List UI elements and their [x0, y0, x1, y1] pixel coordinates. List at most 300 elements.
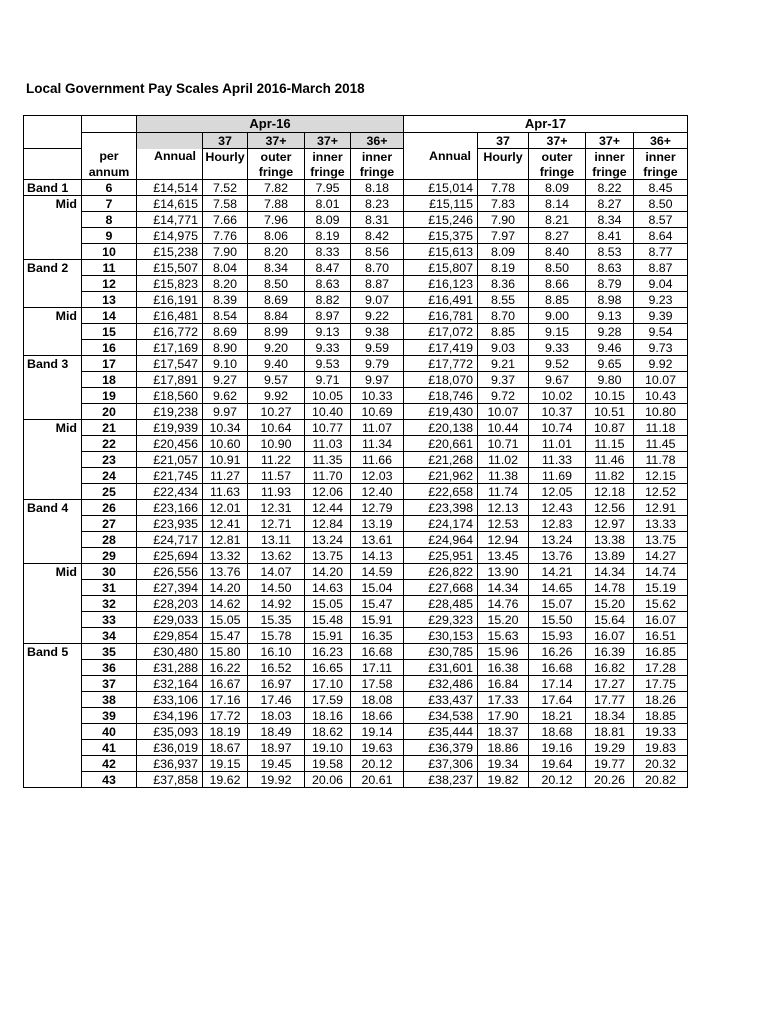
cell-apr17-outer: 12.43 [529, 500, 586, 516]
cell-apr17-outer: 19.64 [529, 756, 586, 772]
cell-apr17-outer: 15.50 [529, 612, 586, 628]
cell-apr17-hourly: 9.72 [478, 388, 529, 404]
cell-apr17-hourly: 8.70 [478, 308, 529, 324]
table-row [24, 212, 688, 228]
cell-apr16-outer: 16.10 [248, 644, 305, 660]
header-apr17-37: 37 [478, 133, 529, 149]
cell-apr16-inner37: 20.06 [305, 772, 351, 788]
cell-apr16-hourly: 15.80 [203, 644, 248, 660]
table-row [24, 308, 688, 324]
header-apr16: Apr-16 [137, 116, 404, 133]
cell-band [24, 532, 82, 548]
cell-apr16-annual: £36,019 [137, 740, 203, 756]
cell-band [24, 660, 82, 676]
cell-apr17-outer: 8.40 [529, 244, 586, 260]
cell-apr16-hourly: 9.10 [203, 356, 248, 372]
header-apr17-outer-top: 37+ [529, 133, 586, 149]
cell-apr17-annual: £15,115 [404, 196, 478, 212]
cell-apr16-outer: 14.92 [248, 596, 305, 612]
cell-apr17-inner37: 11.15 [586, 436, 634, 452]
cell-apr16-inner36: 9.79 [351, 356, 404, 372]
cell-apr16-inner36: 11.07 [351, 420, 404, 436]
cell-apr16-outer: 8.06 [248, 228, 305, 244]
cell-apr17-inner37: 10.87 [586, 420, 634, 436]
cell-apr16-outer: 13.11 [248, 532, 305, 548]
cell-band [24, 740, 82, 756]
cell-apr17-annual: £38,237 [404, 772, 478, 788]
cell-point: 30 [82, 564, 137, 580]
cell-apr16-hourly: 14.62 [203, 596, 248, 612]
cell-apr16-hourly: 18.67 [203, 740, 248, 756]
cell-apr17-outer: 10.37 [529, 404, 586, 420]
cell-apr16-inner36: 8.87 [351, 276, 404, 292]
cell-band [24, 676, 82, 692]
cell-point: 27 [82, 516, 137, 532]
cell-apr16-inner37: 19.58 [305, 756, 351, 772]
cell-apr16-hourly: 10.60 [203, 436, 248, 452]
header-apr17-inner37-mid: inner [586, 149, 634, 165]
cell-apr16-annual: £22,434 [137, 484, 203, 500]
cell-band: Band 2 [24, 260, 82, 276]
cell-apr17-inner37: 9.80 [586, 372, 634, 388]
table-row [24, 740, 688, 756]
cell-apr16-inner36: 16.68 [351, 644, 404, 660]
cell-apr17-outer: 20.12 [529, 772, 586, 788]
cell-point: 39 [82, 708, 137, 724]
header-apr17-inner37-bottom: fringe [586, 164, 634, 180]
cell-point: 29 [82, 548, 137, 564]
table-row [24, 548, 688, 564]
cell-apr16-hourly: 10.34 [203, 420, 248, 436]
cell-apr16-outer: 8.84 [248, 308, 305, 324]
cell-band: Band 5 [24, 644, 82, 660]
cell-apr17-inner36: 16.07 [634, 612, 688, 628]
cell-apr16-inner37: 16.23 [305, 644, 351, 660]
header-apr16-inner36-top: 36+ [351, 133, 404, 149]
cell-apr17-inner36: 17.75 [634, 676, 688, 692]
cell-apr16-hourly: 7.58 [203, 196, 248, 212]
cell-apr16-inner36: 11.66 [351, 452, 404, 468]
cell-apr17-outer: 17.64 [529, 692, 586, 708]
cell-apr17-annual: £15,246 [404, 212, 478, 228]
cell-apr16-annual: £14,975 [137, 228, 203, 244]
table-row [24, 420, 688, 436]
cell-apr17-outer: 9.00 [529, 308, 586, 324]
cell-apr17-annual: £24,964 [404, 532, 478, 548]
cell-apr16-outer: 8.99 [248, 324, 305, 340]
table-row [24, 356, 688, 372]
cell-apr16-annual: £19,939 [137, 420, 203, 436]
cell-apr17-hourly: 14.76 [478, 596, 529, 612]
cell-apr17-annual: £17,772 [404, 356, 478, 372]
cell-apr17-annual: £34,538 [404, 708, 478, 724]
cell-apr16-inner36: 10.33 [351, 388, 404, 404]
cell-apr17-inner36: 11.18 [634, 420, 688, 436]
cell-apr16-outer: 19.45 [248, 756, 305, 772]
cell-band [24, 388, 82, 404]
cell-apr17-outer: 14.21 [529, 564, 586, 580]
cell-apr16-inner36: 8.70 [351, 260, 404, 276]
cell-apr17-inner37: 10.15 [586, 388, 634, 404]
header-blank-band [24, 116, 82, 133]
cell-apr17-outer: 15.07 [529, 596, 586, 612]
cell-apr16-outer: 7.88 [248, 196, 305, 212]
cell-apr17-annual: £21,268 [404, 452, 478, 468]
table-row [24, 260, 688, 276]
header-apr16-outer-mid: outer [248, 149, 305, 165]
cell-apr17-inner36: 8.77 [634, 244, 688, 260]
header-apr16-outer-bottom: fringe [248, 164, 305, 180]
cell-point: 35 [82, 644, 137, 660]
cell-apr17-hourly: 13.45 [478, 548, 529, 564]
cell-apr16-inner37: 8.33 [305, 244, 351, 260]
cell-apr16-hourly: 13.76 [203, 564, 248, 580]
cell-apr16-annual: £26,556 [137, 564, 203, 580]
cell-apr17-annual: £16,781 [404, 308, 478, 324]
header-apr17-inner36-top: 36+ [634, 133, 688, 149]
cell-apr16-inner37: 8.82 [305, 292, 351, 308]
cell-apr17-hourly: 8.09 [478, 244, 529, 260]
cell-apr17-hourly: 7.83 [478, 196, 529, 212]
cell-point: 7 [82, 196, 137, 212]
cell-apr17-inner36: 8.64 [634, 228, 688, 244]
cell-apr16-hourly: 9.62 [203, 388, 248, 404]
cell-apr16-annual: £24,717 [137, 532, 203, 548]
cell-apr17-inner37: 8.79 [586, 276, 634, 292]
cell-point: 37 [82, 676, 137, 692]
cell-apr17-annual: £17,419 [404, 340, 478, 356]
table-row [24, 436, 688, 452]
cell-band: Mid [24, 308, 82, 324]
cell-apr17-annual: £28,485 [404, 596, 478, 612]
cell-band [24, 772, 82, 788]
cell-apr17-inner36: 8.45 [634, 180, 688, 196]
cell-apr17-outer: 11.33 [529, 452, 586, 468]
cell-point: 16 [82, 340, 137, 356]
cell-point: 17 [82, 356, 137, 372]
cell-point: 21 [82, 420, 137, 436]
cell-apr17-inner36: 12.52 [634, 484, 688, 500]
cell-apr16-hourly: 16.67 [203, 676, 248, 692]
table-row [24, 340, 688, 356]
cell-apr16-outer: 15.78 [248, 628, 305, 644]
cell-apr17-inner36: 19.83 [634, 740, 688, 756]
header-blank-point-2 [82, 133, 137, 149]
cell-apr16-hourly: 7.66 [203, 212, 248, 228]
cell-apr17-annual: £29,323 [404, 612, 478, 628]
cell-apr17-hourly: 11.02 [478, 452, 529, 468]
cell-point: 18 [82, 372, 137, 388]
cell-apr16-hourly: 19.62 [203, 772, 248, 788]
cell-apr17-annual: £19,430 [404, 404, 478, 420]
cell-apr17-inner36: 14.27 [634, 548, 688, 564]
table-row [24, 228, 688, 244]
cell-apr16-hourly: 11.27 [203, 468, 248, 484]
cell-apr16-outer: 11.57 [248, 468, 305, 484]
cell-apr17-hourly: 9.37 [478, 372, 529, 388]
header-blank-band-3 [24, 149, 82, 165]
cell-band: Mid [24, 196, 82, 212]
cell-apr17-annual: £20,138 [404, 420, 478, 436]
cell-apr16-outer: 12.31 [248, 500, 305, 516]
cell-apr16-annual: £29,033 [137, 612, 203, 628]
cell-apr16-inner37: 13.24 [305, 532, 351, 548]
cell-apr17-inner36: 9.73 [634, 340, 688, 356]
table-row [24, 244, 688, 260]
cell-apr17-inner37: 9.28 [586, 324, 634, 340]
cell-band [24, 404, 82, 420]
cell-apr16-annual: £19,238 [137, 404, 203, 420]
cell-apr16-hourly: 15.05 [203, 612, 248, 628]
cell-apr16-inner36: 12.03 [351, 468, 404, 484]
cell-apr17-annual: £15,613 [404, 244, 478, 260]
cell-apr17-inner37: 9.46 [586, 340, 634, 356]
cell-apr17-hourly: 18.86 [478, 740, 529, 756]
cell-apr16-annual: £14,514 [137, 180, 203, 196]
cell-apr16-inner37: 12.44 [305, 500, 351, 516]
cell-apr17-outer: 8.21 [529, 212, 586, 228]
cell-apr16-hourly: 8.90 [203, 340, 248, 356]
cell-apr16-inner37: 9.33 [305, 340, 351, 356]
cell-apr16-annual: £36,937 [137, 756, 203, 772]
table-row [24, 580, 688, 596]
header-apr17-inner37-top: 37+ [586, 133, 634, 149]
cell-apr17-inner36: 8.87 [634, 260, 688, 276]
cell-apr17-hourly: 9.03 [478, 340, 529, 356]
cell-apr17-annual: £16,491 [404, 292, 478, 308]
cell-apr16-inner37: 12.84 [305, 516, 351, 532]
cell-apr17-inner36: 8.50 [634, 196, 688, 212]
header-row-top [24, 133, 688, 149]
cell-apr16-outer: 18.97 [248, 740, 305, 756]
cell-point: 13 [82, 292, 137, 308]
cell-apr16-inner36: 17.58 [351, 676, 404, 692]
cell-apr17-hourly: 7.97 [478, 228, 529, 244]
cell-apr16-inner36: 9.59 [351, 340, 404, 356]
cell-apr17-inner37: 14.34 [586, 564, 634, 580]
cell-apr16-outer: 8.34 [248, 260, 305, 276]
header-apr16-annual-bottom [137, 164, 203, 180]
cell-apr16-inner36: 9.38 [351, 324, 404, 340]
cell-apr17-annual: £23,398 [404, 500, 478, 516]
cell-apr16-inner37: 14.63 [305, 580, 351, 596]
cell-apr16-hourly: 12.01 [203, 500, 248, 516]
cell-apr16-inner36: 13.61 [351, 532, 404, 548]
cell-apr16-hourly: 7.90 [203, 244, 248, 260]
cell-apr16-annual: £15,823 [137, 276, 203, 292]
cell-apr17-hourly: 15.63 [478, 628, 529, 644]
cell-apr17-inner36: 9.54 [634, 324, 688, 340]
cell-point: 41 [82, 740, 137, 756]
cell-apr16-annual: £27,394 [137, 580, 203, 596]
cell-apr17-inner37: 8.53 [586, 244, 634, 260]
cell-apr17-inner36: 9.39 [634, 308, 688, 324]
cell-apr16-inner36: 12.40 [351, 484, 404, 500]
cell-apr17-outer: 15.93 [529, 628, 586, 644]
header-apr17-annual: Annual [404, 149, 478, 165]
cell-apr16-inner36: 8.23 [351, 196, 404, 212]
cell-apr17-inner37: 17.27 [586, 676, 634, 692]
cell-apr17-hourly: 17.90 [478, 708, 529, 724]
table-row [24, 372, 688, 388]
cell-apr16-inner37: 10.40 [305, 404, 351, 420]
header-row-year [24, 116, 688, 133]
cell-apr16-annual: £28,203 [137, 596, 203, 612]
cell-apr16-inner36: 9.07 [351, 292, 404, 308]
cell-apr16-annual: £14,615 [137, 196, 203, 212]
table-row [24, 500, 688, 516]
cell-point: 31 [82, 580, 137, 596]
header-apr17-outer-bottom: fringe [529, 164, 586, 180]
cell-apr17-inner37: 14.78 [586, 580, 634, 596]
cell-apr17-hourly: 15.20 [478, 612, 529, 628]
cell-apr16-inner37: 15.48 [305, 612, 351, 628]
cell-apr16-outer: 10.27 [248, 404, 305, 420]
cell-apr17-inner37: 16.39 [586, 644, 634, 660]
cell-apr16-annual: £15,507 [137, 260, 203, 276]
cell-apr16-outer: 17.46 [248, 692, 305, 708]
cell-apr17-inner36: 11.78 [634, 452, 688, 468]
cell-apr17-outer: 8.85 [529, 292, 586, 308]
cell-apr17-inner36: 14.74 [634, 564, 688, 580]
table-row [24, 612, 688, 628]
cell-apr17-inner36: 10.43 [634, 388, 688, 404]
cell-apr16-inner36: 15.47 [351, 596, 404, 612]
cell-apr17-inner37: 16.82 [586, 660, 634, 676]
table-row [24, 484, 688, 500]
cell-apr17-inner36: 13.33 [634, 516, 688, 532]
cell-apr16-hourly: 12.41 [203, 516, 248, 532]
table-row [24, 196, 688, 212]
cell-point: 10 [82, 244, 137, 260]
cell-apr17-outer: 8.14 [529, 196, 586, 212]
cell-apr17-annual: £18,746 [404, 388, 478, 404]
cell-apr17-annual: £21,962 [404, 468, 478, 484]
header-apr16-hourly: Hourly [203, 149, 248, 165]
cell-apr16-inner36: 19.63 [351, 740, 404, 756]
cell-apr16-annual: £15,238 [137, 244, 203, 260]
cell-apr17-hourly: 12.53 [478, 516, 529, 532]
header-apr17-inner36-mid: inner [634, 149, 688, 165]
cell-apr17-outer: 8.09 [529, 180, 586, 196]
header-apr17-inner36-bottom: fringe [634, 164, 688, 180]
cell-band [24, 436, 82, 452]
cell-apr17-inner36: 10.80 [634, 404, 688, 420]
cell-band [24, 516, 82, 532]
cell-point: 15 [82, 324, 137, 340]
cell-apr16-inner37: 11.70 [305, 468, 351, 484]
cell-apr17-inner37: 13.89 [586, 548, 634, 564]
cell-apr16-annual: £37,858 [137, 772, 203, 788]
cell-apr16-inner37: 11.35 [305, 452, 351, 468]
header-annum: annum [82, 164, 137, 180]
cell-apr17-annual: £33,437 [404, 692, 478, 708]
cell-apr16-inner36: 9.97 [351, 372, 404, 388]
cell-apr16-annual: £17,169 [137, 340, 203, 356]
cell-point: 40 [82, 724, 137, 740]
cell-apr16-hourly: 10.91 [203, 452, 248, 468]
cell-apr16-outer: 13.62 [248, 548, 305, 564]
cell-apr16-inner36: 8.31 [351, 212, 404, 228]
cell-apr17-outer: 12.83 [529, 516, 586, 532]
cell-apr16-inner36: 9.22 [351, 308, 404, 324]
header-apr17: Apr-17 [404, 116, 688, 133]
table-row [24, 628, 688, 644]
cell-apr16-annual: £35,093 [137, 724, 203, 740]
cell-apr17-hourly: 18.37 [478, 724, 529, 740]
page-title: Local Government Pay Scales April 2016-March 2018 [26, 81, 365, 96]
cell-apr16-annual: £31,288 [137, 660, 203, 676]
cell-apr16-outer: 14.50 [248, 580, 305, 596]
cell-apr17-hourly: 7.78 [478, 180, 529, 196]
cell-apr17-hourly: 16.38 [478, 660, 529, 676]
header-apr16-outer-top: 37+ [248, 133, 305, 149]
cell-apr16-outer: 11.93 [248, 484, 305, 500]
table-row [24, 276, 688, 292]
cell-apr16-inner37: 16.65 [305, 660, 351, 676]
cell-point: 11 [82, 260, 137, 276]
cell-apr17-annual: £31,601 [404, 660, 478, 676]
cell-apr16-hourly: 8.20 [203, 276, 248, 292]
header-blank-band-2 [24, 133, 82, 149]
cell-apr17-hourly: 9.21 [478, 356, 529, 372]
cell-apr17-inner37: 18.34 [586, 708, 634, 724]
cell-apr17-hourly: 11.74 [478, 484, 529, 500]
cell-apr17-annual: £18,070 [404, 372, 478, 388]
cell-apr16-annual: £21,057 [137, 452, 203, 468]
cell-apr16-hourly: 7.76 [203, 228, 248, 244]
cell-point: 34 [82, 628, 137, 644]
cell-apr17-inner37: 12.18 [586, 484, 634, 500]
cell-apr17-hourly: 10.07 [478, 404, 529, 420]
cell-apr17-inner37: 9.13 [586, 308, 634, 324]
table-row [24, 676, 688, 692]
cell-apr17-hourly: 11.38 [478, 468, 529, 484]
cell-apr16-hourly: 17.16 [203, 692, 248, 708]
cell-apr17-hourly: 16.84 [478, 676, 529, 692]
cell-band [24, 484, 82, 500]
cell-apr17-annual: £15,807 [404, 260, 478, 276]
cell-apr16-inner36: 18.66 [351, 708, 404, 724]
table-row [24, 324, 688, 340]
cell-apr16-inner36: 12.79 [351, 500, 404, 516]
cell-apr16-inner36: 11.34 [351, 436, 404, 452]
cell-band: Mid [24, 564, 82, 580]
cell-apr17-inner37: 18.81 [586, 724, 634, 740]
cell-apr16-annual: £16,481 [137, 308, 203, 324]
cell-apr16-inner37: 8.97 [305, 308, 351, 324]
cell-apr17-outer: 16.68 [529, 660, 586, 676]
cell-band [24, 244, 82, 260]
table-row [24, 708, 688, 724]
cell-apr16-inner37: 8.19 [305, 228, 351, 244]
cell-apr17-outer: 9.67 [529, 372, 586, 388]
table-row [24, 644, 688, 660]
cell-apr17-outer: 11.01 [529, 436, 586, 452]
cell-apr16-outer: 15.35 [248, 612, 305, 628]
cell-apr16-hourly: 8.39 [203, 292, 248, 308]
cell-apr16-annual: £30,480 [137, 644, 203, 660]
cell-point: 43 [82, 772, 137, 788]
cell-apr17-inner36: 18.26 [634, 692, 688, 708]
cell-point: 32 [82, 596, 137, 612]
cell-apr16-annual: £34,196 [137, 708, 203, 724]
cell-apr16-outer: 10.64 [248, 420, 305, 436]
cell-apr16-inner37: 11.03 [305, 436, 351, 452]
cell-apr17-inner37: 10.51 [586, 404, 634, 420]
cell-apr16-hourly: 8.04 [203, 260, 248, 276]
cell-apr16-hourly: 7.52 [203, 180, 248, 196]
